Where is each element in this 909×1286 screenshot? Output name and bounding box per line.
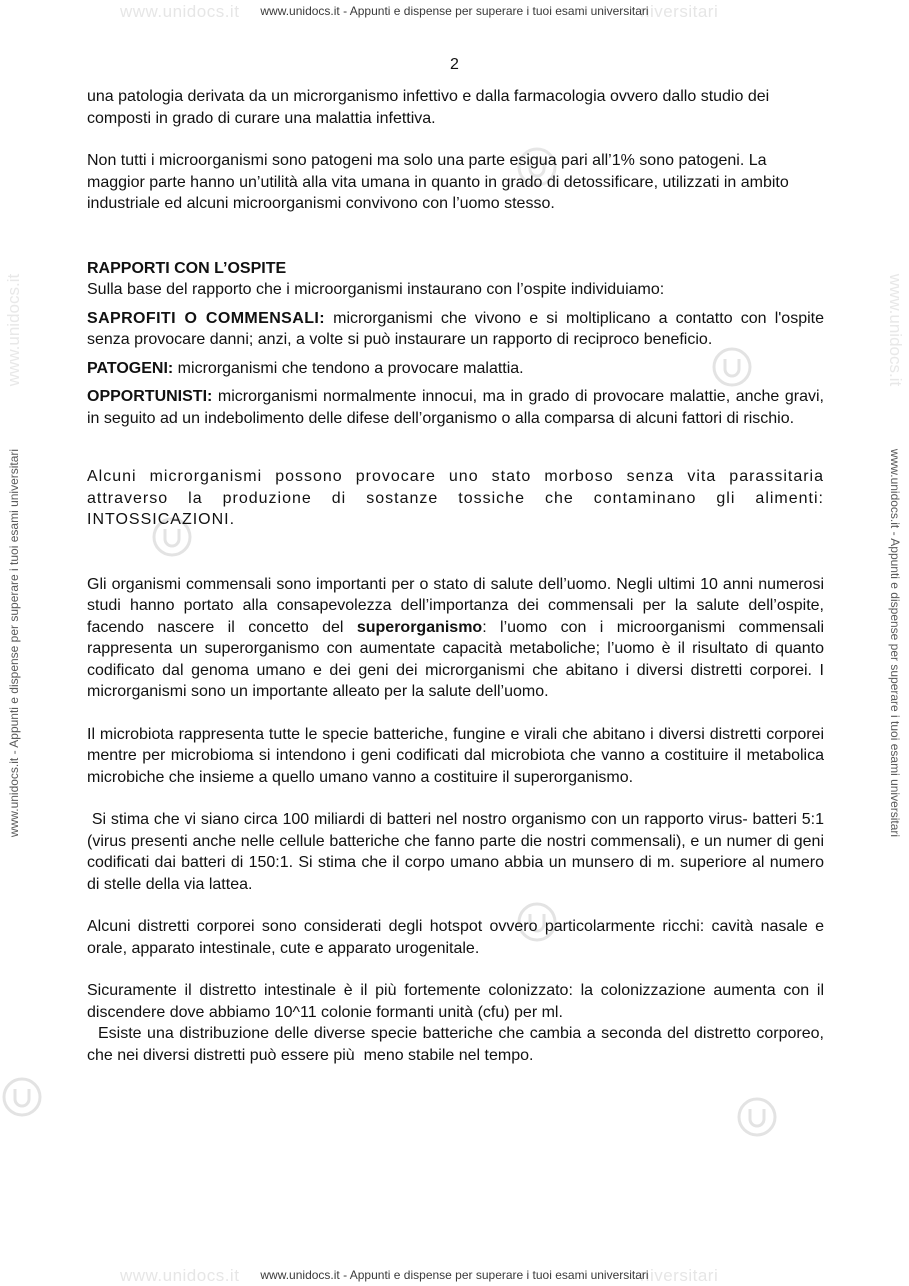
term-opportunisti: OPPORTUNISTI: <box>87 388 213 405</box>
term-superorganismo: superorganismo <box>356 618 483 636</box>
paragraph-microbiota: Il microbiota rappresenta tutte le specie batteriche, fungine e virali che abitano i diversi distretti corporei mentre per microbioma si intendono i geni codificati dal microbiota che vanno a costituire il metabolica microbiche che insieme a quello umano vanno a costituire il superorganismo. <box>87 725 824 786</box>
definition-opportunisti <box>87 386 824 429</box>
term-saprofiti: SAPROFITI O COMMENSALI: <box>87 309 325 327</box>
paragraph-patologia: una patologia derivata da un microrganismo infettivo e dalla farmacologia ovvero dallo studio dei composti in grado di curare una malattia infettiva. <box>87 88 770 127</box>
background-logo-icon <box>735 1095 779 1139</box>
background-logo-icon <box>0 1075 44 1119</box>
ghost-watermark-left: www.unidocs.it <box>4 273 23 387</box>
definition-saprofiti <box>87 308 824 351</box>
watermark-bottom: www.unidocs.it - Appunti e dispense per superare i tuoi esami universitari <box>260 1268 649 1282</box>
paragraph-intestinale: Sicuramente il distretto intestinale è il più fortemente colonizzato: la colonizzazione aumenta con il discendere dove abbiamo 10^11 colonie formanti unità (cfu) per ml. <box>87 982 824 1021</box>
watermark-top: www.unidocs.it - Appunti e dispense per superare i tuoi esami universitari <box>260 4 649 18</box>
ghost-watermark-top-right: niversitari <box>640 2 719 21</box>
paragraph-commensali: Gli organismi commensali sono importanti per o stato di salute dell’uomo. Negli ultimi 10 anni numerosi studi hanno portato alla consapevolezza dell’importanza dei commensali per la salute dell’ospite, facendo nascere il concetto del superorganismo: l’uomo con i microorganismi commensali rappresenta un superorganismo con aumentate capacità metaboliche; l’uomo è il risultato di quanto codificato dal genoma umano e dei geni dei microrganismi che abitano i diversi distretti corporei. I microrganismi sono un importante alleato per la salute dell’uomo. <box>87 575 825 700</box>
ghost-watermark-right: www.unidocs.it <box>886 273 905 387</box>
paragraph-hotspot: Alcuni distretti corporei sono considerati degli hotspot ovvero particolarmente ricchi: cavità nasale e orale, apparato intestinale, cute e apparato urogenitale. <box>87 918 824 957</box>
page-number: 2 <box>450 56 459 73</box>
text-saprofiti: microrganismi che vivono e si moltiplicano a contatto con l'ospite senza provocare danni; anzi, a volte si può instaurare un rapporto di reciproco beneficio. <box>87 309 824 348</box>
section-intro: Sulla base del rapporto che i microorganismi instaurano con l’ospite individuiamo: <box>87 281 665 298</box>
ghost-watermark-top-left: www.unidocs.it <box>120 2 240 21</box>
ghost-watermark-bottom-left: www.unidocs.it <box>120 1266 240 1285</box>
term-patogeni: PATOGENI: <box>87 359 174 377</box>
text-patogeni: microrganismi che tendono a provocare malattia. <box>173 359 524 377</box>
document-body <box>87 86 829 1066</box>
section-heading: RAPPORTI CON L’OSPITE <box>87 259 287 277</box>
watermark-left: www.unidocs.it - Appunti e dispense per superare i tuoi esami universitari <box>7 448 21 838</box>
paragraph-patogeni-percentuale: Non tutti i microorganismi sono patogeni ma solo una parte esigua pari all’1% sono patogeni. La maggior parte hanno un’utilità alla vita umana in quanto in grado di detossificare, utilizzati in ambito industriale ed alcuni microorganismi convivono con l’uomo stesso. <box>87 152 789 212</box>
ghost-watermark-bottom-right: niversitari <box>640 1266 719 1285</box>
paragraph-stima: Si stima che vi siano circa 100 miliardi di batteri nel nostro organismo con un rapporto virus- batteri 5:1 (virus presenti anche nelle cellule batteriche che fanno parte die nostri commensali), e un numer di geni codificati dai batteri di 150:1. Si stima che il corpo umano abbia un munsero di m. superiore al numero di stelle della via lattea. <box>87 811 829 893</box>
watermark-right: www.unidocs.it - Appunti e dispense per superare i tuoi esami universitari <box>888 448 902 838</box>
definition-patogeni <box>87 358 824 380</box>
paragraph-intossicazioni: Alcuni microrganismi possono provocare uno stato morboso senza vita parassitaria attraverso la produzione di sostanze tossiche che contaminano gli alimenti: INTOSSICAZIONI. <box>87 468 824 528</box>
text-opportunisti: microrganismi normalmente innocui, ma in grado di provocare malattie, anche gravi, in seguito ad un indebolimento delle difese dell’organismo o alla comparsa di alcuni fattori di rischio. <box>87 388 824 427</box>
paragraph-distribuzione: Esiste una distribuzione delle diverse specie batteriche che cambia a seconda del distretto corporeo, che nei diversi distretti può essere più meno stabile nel tempo. <box>87 1025 829 1064</box>
